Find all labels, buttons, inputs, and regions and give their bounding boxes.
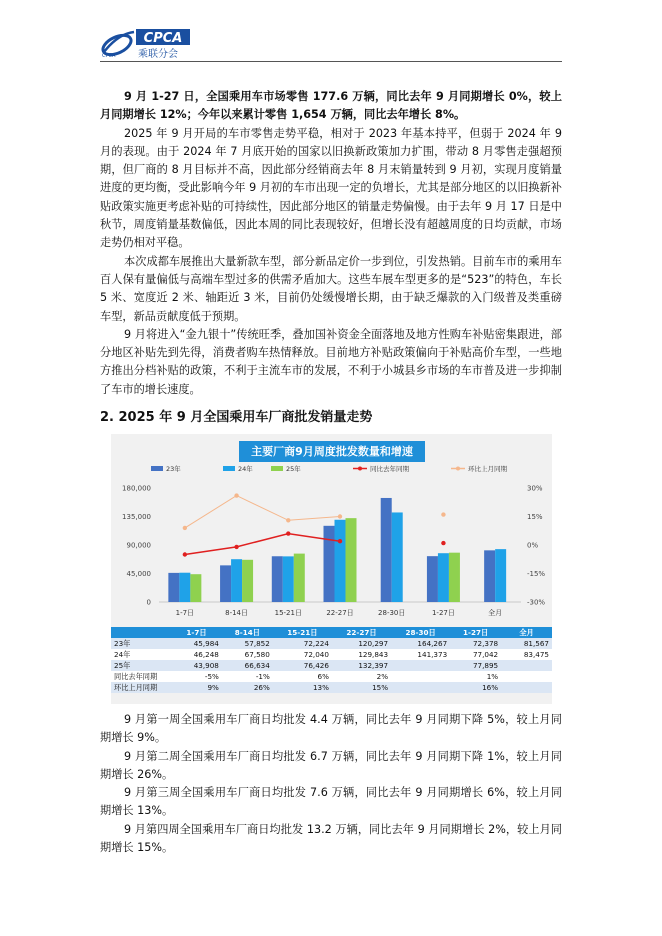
- table-cell-4-5: 16%: [450, 682, 501, 693]
- table-cell-2-5: 77,895: [450, 660, 501, 671]
- x-tick-label-5: 1-27日: [431, 609, 455, 617]
- table-cell-2-4: [391, 660, 450, 671]
- x-tick-label-1: 8-14日: [225, 609, 249, 617]
- line-point-0-5: [441, 541, 445, 545]
- table-cell-4-2: 13%: [273, 682, 332, 693]
- week4-paragraph: 9 月第四周全国乘用车厂商日均批发 13.2 万辆，同比去年 9 月同期增长 2%，较上月同期增长 15%。: [100, 822, 562, 855]
- wholesale-chart: [111, 434, 552, 704]
- legend-label-0: 23年: [166, 465, 181, 473]
- bar-2-3: [346, 518, 357, 602]
- y-tick-label-0: 0: [146, 598, 151, 607]
- table-row-label: 23年: [111, 638, 171, 649]
- chart-data-table: [111, 627, 552, 693]
- table-row: [111, 638, 552, 649]
- table-cell-4-1: 26%: [222, 682, 273, 693]
- table-row-label: 环比上月同期: [111, 682, 171, 693]
- bar-0-5: [427, 556, 438, 602]
- logo-swoosh-icon: [100, 31, 134, 59]
- table-cell-3-4: [391, 671, 450, 682]
- y-tick-label-4: 180,000: [122, 484, 151, 493]
- legend-swatch-0: [151, 466, 163, 471]
- table-cell-3-5: 1%: [450, 671, 501, 682]
- table-header-cell-1: 8-14日: [222, 627, 273, 638]
- bar-1-5: [438, 553, 449, 602]
- table-cell-2-2: 76,426: [273, 660, 332, 671]
- legend-swatch-1: [223, 466, 235, 471]
- table-cell-4-3: 15%: [332, 682, 391, 693]
- table-cell-2-0: 43,908: [171, 660, 222, 671]
- weekly-section: [100, 711, 562, 857]
- table-cell-1-4: 141,373: [391, 649, 450, 660]
- bar-1-6: [495, 549, 506, 602]
- bar-1-0: [179, 573, 190, 602]
- bar-0-0: [168, 573, 179, 602]
- x-tick-label-3: 22-27日: [326, 609, 354, 617]
- x-tick-label-0: 1-7日: [175, 609, 195, 617]
- y-tick-label-1: 45,000: [126, 570, 151, 578]
- logo-mark-text: CPCA: [102, 53, 116, 59]
- table-cell-0-0: 45,984: [171, 638, 222, 649]
- table-header-cell-6: 全月: [501, 627, 552, 638]
- table-cell-3-6: [501, 671, 552, 682]
- legend-label-1: 24年: [238, 465, 253, 473]
- table-header-cell-4: 28-30日: [391, 627, 450, 638]
- table-row-label: 24年: [111, 649, 171, 660]
- chart-svg: [111, 434, 552, 627]
- table-cell-2-3: 132,397: [332, 660, 391, 671]
- table-header-cell-0: 1-7日: [171, 627, 222, 638]
- table-cell-4-6: [501, 682, 552, 693]
- table-row-label: 25年: [111, 660, 171, 671]
- table-cell-0-2: 72,224: [273, 638, 332, 649]
- line-series-0: [185, 534, 340, 555]
- table-cell-3-0: -5%: [171, 671, 222, 682]
- auto-show-paragraph: 本次成都车展推出大量新款车型，部分新品定价一步到位，引发热销。目前车市的乘用车百人保有量偏低与高端车型过多的供需矛盾加大。这些车展车型更多的是“523”的特色，车长 5 米、宽度近 2 米、轴距近 3 米，目前仍处缓慢增长期，由于缺乏爆款的入门级普及类重磅车型，新品贡献度低于预期。: [100, 254, 562, 323]
- table-row: [111, 660, 552, 671]
- bar-1-2: [283, 556, 294, 602]
- table-cell-0-5: 72,378: [450, 638, 501, 649]
- bar-2-2: [294, 554, 305, 602]
- analysis-paragraph: 2025 年 9 月开局的车市零售走势平稳，相对于 2023 年基本持平，但弱于 2024 年 9 月的表现。由于 2024 年 7 月底开始的国家以旧换新政策加力扩围，带动 8 月零售走强超预期，但厂商的 8 月目标并不高，因此部分经销商去年 8 月末销量转到 9 月初，实现月度销量进度的更均衡，受此影响今年 9 月初的车市出现一定的负增长，尤其是部分地区的以旧换新补贴政策实施更考虑补贴的可持续性，因此部分地区的销量走势偏慢。由于去年 9 月 17 日是中秋节，周度销量基数偏低，因此本周的同比表现较好，但增长没有超越周度的日均贡献，市场走势仍相对平稳。: [100, 126, 562, 250]
- legend-swatch-2: [271, 466, 283, 471]
- logo-subtext: 乘联分会: [138, 49, 178, 60]
- legend-line-label-1: 环比上月同期: [468, 465, 507, 473]
- week3-paragraph: 9 月第三周全国乘用车厂商日均批发 7.6 万辆，同比去年 9 月同期增长 6%，较上月同期增长 13%。: [100, 786, 562, 818]
- bar-1-4: [392, 512, 403, 602]
- table-cell-2-6: [501, 660, 552, 671]
- table-row: [111, 682, 552, 693]
- table-cell-3-3: 2%: [332, 671, 391, 682]
- table-cell-3-2: 6%: [273, 671, 332, 682]
- page-header: [100, 26, 562, 60]
- bar-2-1: [242, 560, 253, 602]
- table-cell-0-6: 81,567: [501, 638, 552, 649]
- cpca-logo: [100, 26, 210, 60]
- section-title: 2. 2025 年 9 月全国乘用车厂商批发销量走势: [100, 410, 373, 425]
- x-tick-label-6: 全月: [488, 609, 503, 617]
- bar-1-1: [231, 559, 242, 602]
- table-cell-0-3: 120,297: [332, 638, 391, 649]
- table-cell-1-1: 67,580: [222, 649, 273, 660]
- bar-0-3: [324, 526, 335, 602]
- table-row: [111, 649, 552, 660]
- y-tick-label-3: 135,000: [122, 513, 151, 521]
- x-tick-label-2: 15-21日: [274, 609, 302, 617]
- table-header-cell-2: 15-21日: [273, 627, 332, 638]
- table-cell-1-5: 77,042: [450, 649, 501, 660]
- bar-0-6: [484, 550, 495, 602]
- bar-0-2: [272, 556, 283, 602]
- summary-paragraph: 9 月 1-27 日，全国乘用车市场零售 177.6 万辆，同比去年 9 月同期增长 0%，较上月同期增长 12%；今年以来累计零售 1,654 万辆，同比去年增长 8%。: [100, 90, 562, 122]
- y2-tick-label-3: 15%: [527, 513, 543, 521]
- table-cell-1-6: 83,475: [501, 649, 552, 660]
- table-row: [111, 671, 552, 682]
- y-tick-label-2: 90,000: [126, 541, 151, 550]
- bar-0-4: [381, 498, 392, 602]
- y2-tick-label-1: -15%: [527, 570, 546, 578]
- x-tick-label-4: 28-30日: [378, 609, 406, 617]
- legend-label-2: 25年: [286, 465, 301, 473]
- y2-tick-label-4: 30%: [527, 484, 543, 493]
- y2-tick-label-0: -30%: [527, 598, 546, 607]
- week2-paragraph: 9 月第二周全国乘用车厂商日均批发 6.7 万辆，同比去年 9 月同期下降 1%，较上月同期增长 26%。: [100, 749, 562, 781]
- bar-2-5: [449, 553, 460, 602]
- table-header-row: [111, 627, 552, 638]
- table-corner-cell: [111, 627, 171, 638]
- bar-2-0: [190, 574, 201, 602]
- season-paragraph: 9 月将进入“金九银十”传统旺季，叠加国补资金全面落地及地方性购车补贴密集跟进，部分地区补贴先到先得，消费者购车热情释放。目前地方补贴政策偏向于补贴高价车型，一些地方推出分档补贴的政策，不利于主流车市的发展，不利于小城县乡市场的车市普及进一步抑制了车市的增长速度。: [100, 327, 562, 396]
- week1-paragraph: 9 月第一周全国乘用车厂商日均批发 4.4 万辆，同比去年 9 月同期下降 5%，较上月同期增长 9%。: [100, 713, 562, 745]
- table-cell-1-0: 46,248: [171, 649, 222, 660]
- legend-marker-1: [456, 467, 460, 471]
- bar-1-3: [335, 520, 346, 602]
- line-series-1: [185, 496, 340, 528]
- table-header-cell-5: 1-27日: [450, 627, 501, 638]
- chart-title: 主要厂商9月周度批发数量和增速: [239, 441, 425, 462]
- intro-section: [100, 88, 562, 399]
- header-divider: [100, 61, 562, 62]
- table-cell-0-4: 164,267: [391, 638, 450, 649]
- table-row-label: 同比去年同期: [111, 671, 171, 682]
- logo-text: CPCA: [143, 31, 183, 46]
- table-cell-4-4: [391, 682, 450, 693]
- table-cell-1-3: 129,843: [332, 649, 391, 660]
- table-cell-1-2: 72,040: [273, 649, 332, 660]
- legend-line-label-0: 同比去年同期: [370, 465, 409, 473]
- table-cell-3-1: -1%: [222, 671, 273, 682]
- bar-0-1: [220, 565, 231, 602]
- table-cell-4-0: 9%: [171, 682, 222, 693]
- y2-tick-label-2: 0%: [527, 541, 539, 550]
- legend-marker-0: [358, 467, 362, 471]
- table-cell-0-1: 57,852: [222, 638, 273, 649]
- table-cell-2-1: 66,634: [222, 660, 273, 671]
- table-header-cell-3: 22-27日: [332, 627, 391, 638]
- line-point-1-5: [441, 512, 445, 516]
